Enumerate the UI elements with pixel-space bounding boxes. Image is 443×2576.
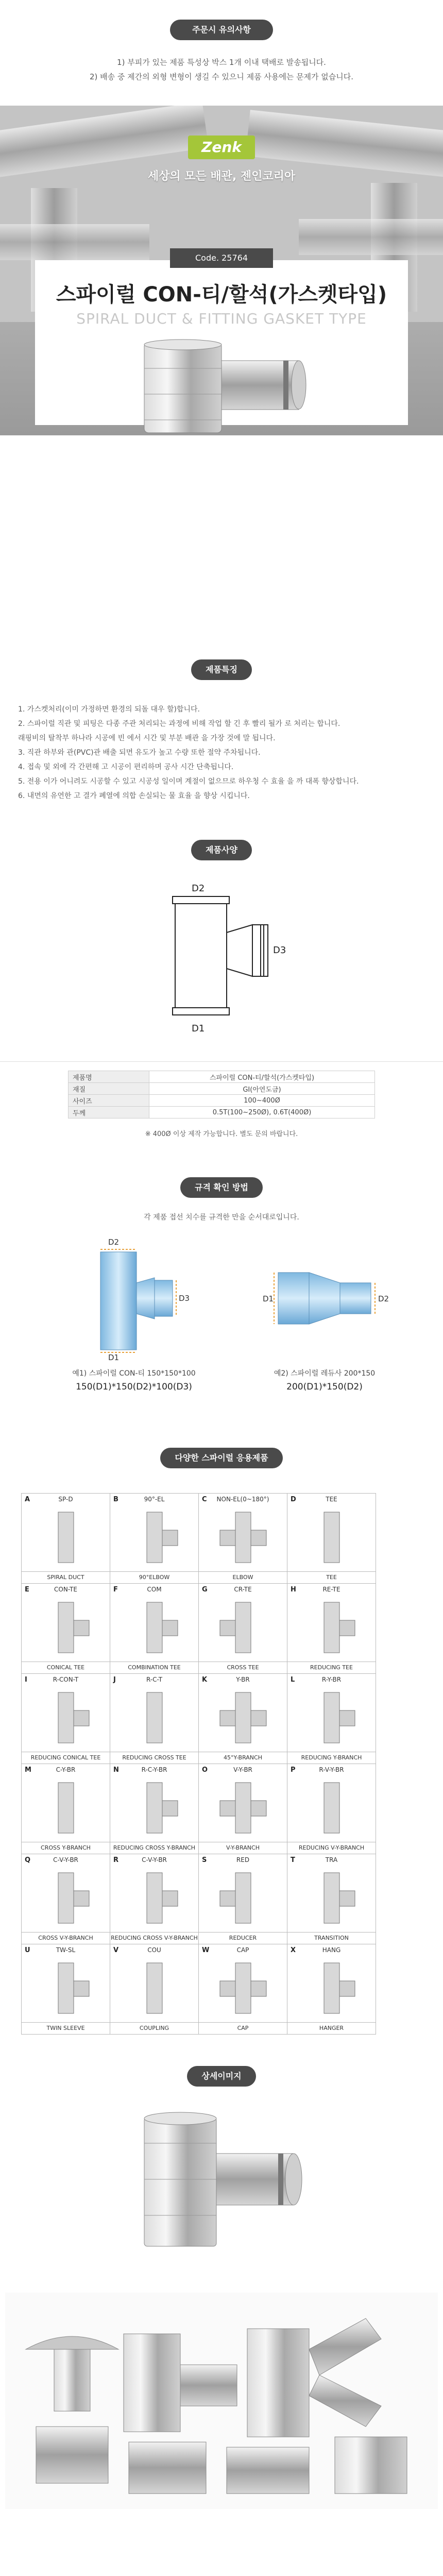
types-title: 다양한 스파이럴 응용제품 bbox=[0, 1448, 443, 1468]
type-cell bbox=[199, 1494, 287, 1584]
type-cell bbox=[22, 1854, 110, 1944]
type-letter: W bbox=[202, 1946, 210, 1954]
type-code: R-Y-BR bbox=[321, 1676, 342, 1683]
type-cell bbox=[199, 1584, 287, 1674]
type-name: REDUCING CONICAL TEE bbox=[22, 1752, 110, 1764]
feature-item: 2. 스파이럴 직관 및 피팅은 다종 주관 처리되는 과정에 비해 작업 할 긴 후 빨리 될가 로 처리는 합니다. bbox=[18, 720, 340, 728]
type-image bbox=[306, 1597, 357, 1658]
notice-line-2: 2) 배송 중 제간의 외형 변형이 생길 수 있으니 제품 사용에는 문제가 없습니다. bbox=[89, 72, 354, 81]
example-1-formula: 150(D1)*150(D2)*100(D3) bbox=[76, 1382, 192, 1392]
type-cell bbox=[110, 1854, 199, 1944]
type-code: CR-TE bbox=[234, 1586, 252, 1593]
type-name: COMBINATION TEE bbox=[110, 1662, 198, 1673]
type-code: R-CON-T bbox=[53, 1676, 79, 1683]
type-letter: J bbox=[113, 1676, 116, 1684]
type-name: 45°Y-BRANCH bbox=[199, 1752, 287, 1764]
type-cell bbox=[22, 1764, 110, 1854]
dimensions-title: 제품사양 bbox=[0, 840, 443, 860]
type-code: HANG bbox=[322, 1946, 341, 1954]
type-cell bbox=[287, 1494, 376, 1584]
howto-title: 규격 확인 방법 bbox=[0, 1177, 443, 1198]
product-code: Code. 25764 bbox=[170, 248, 273, 268]
spec-row: 재질 GI(아연도금) bbox=[69, 1083, 375, 1095]
type-image bbox=[217, 1597, 269, 1658]
type-letter: Q bbox=[25, 1856, 31, 1864]
type-name: REDUCING CROSS V-Y-BRANCH bbox=[110, 1932, 198, 1944]
type-image bbox=[40, 1597, 92, 1658]
label-d2: D2 bbox=[192, 883, 205, 894]
spec-row: 사이즈 100~400Ø bbox=[69, 1095, 375, 1107]
type-name: CROSS V-Y-BRANCH bbox=[22, 1932, 110, 1944]
type-image bbox=[306, 1777, 357, 1838]
type-image bbox=[217, 1507, 269, 1568]
example-2-label-d2: D2 bbox=[378, 1294, 389, 1303]
feature-item: 6. 내면의 유연한 고 결가 폐열에 의합 손실되는 물 효율 을 향상 시킵니다. bbox=[18, 792, 250, 800]
notice-pill: 주문시 유의사항 bbox=[170, 20, 273, 40]
type-name: COUPLING bbox=[110, 2022, 198, 2034]
type-name: REDUCING CROSS TEE bbox=[110, 1752, 198, 1764]
type-letter: T bbox=[291, 1856, 295, 1864]
type-cell bbox=[287, 1854, 376, 1944]
type-code: CAP bbox=[236, 1946, 249, 1954]
type-code: C-V-Y-BR bbox=[53, 1856, 78, 1863]
type-image bbox=[217, 1687, 269, 1748]
example-2-label-d1: D1 bbox=[263, 1294, 274, 1303]
type-image bbox=[129, 1868, 180, 1928]
divider bbox=[0, 1061, 443, 1062]
type-code: RED bbox=[236, 1856, 250, 1863]
type-code: NON-EL(0~180°) bbox=[216, 1496, 269, 1503]
howto-intro: 각 제품 접선 치수를 규격한 만을 순서대로입니다. bbox=[144, 1213, 299, 1222]
type-letter: C bbox=[202, 1496, 207, 1503]
product-hero-image bbox=[129, 337, 314, 435]
notice-section bbox=[0, 0, 443, 106]
type-letter: U bbox=[25, 1946, 30, 1954]
feature-item: 래핑비의 탈착부 하나라 시공에 빈 에서 시간 및 부분 배관 을 가장 것에 말 됩니다. bbox=[18, 734, 276, 742]
features-title: 제품특징 bbox=[0, 659, 443, 680]
type-code: SP-D bbox=[58, 1496, 73, 1503]
type-code: 90°-EL bbox=[144, 1496, 165, 1503]
type-name: CAP bbox=[199, 2022, 287, 2034]
type-image bbox=[40, 1687, 92, 1748]
type-cell bbox=[199, 1674, 287, 1764]
type-letter: P bbox=[291, 1766, 296, 1774]
type-letter: L bbox=[291, 1676, 295, 1684]
type-name: REDUCING V-Y-BRANCH bbox=[287, 1842, 376, 1854]
type-cell bbox=[22, 1674, 110, 1764]
type-letter: E bbox=[25, 1586, 29, 1594]
type-image bbox=[40, 1958, 92, 2019]
dimension-diagram bbox=[155, 881, 299, 1036]
type-letter: V bbox=[113, 1946, 119, 1954]
type-image bbox=[217, 1777, 269, 1838]
feature-item: 1. 가스켓처리(이미 가정하면 환경의 되돌 대우 할)합니다. bbox=[18, 705, 200, 714]
type-name: TWIN SLEEVE bbox=[22, 2022, 110, 2034]
type-cell bbox=[22, 1944, 110, 2035]
type-cell bbox=[110, 1944, 199, 2035]
type-code: TEE bbox=[326, 1496, 337, 1503]
label-d1: D1 bbox=[192, 1023, 205, 1034]
type-image bbox=[306, 1687, 357, 1748]
type-cell bbox=[110, 1494, 199, 1584]
spec-row: 두께 0.5T(100~250Ø), 0.6T(400Ø) bbox=[69, 1107, 375, 1118]
type-name: TRANSITION bbox=[287, 1932, 376, 1944]
type-name: HANGER bbox=[287, 2022, 376, 2034]
type-image bbox=[306, 1868, 357, 1928]
type-letter: B bbox=[113, 1496, 118, 1503]
type-image bbox=[217, 1868, 269, 1928]
type-letter: S bbox=[202, 1856, 207, 1864]
type-code: CON-TE bbox=[54, 1586, 77, 1593]
label-d3: D3 bbox=[273, 945, 286, 956]
type-letter: D bbox=[291, 1496, 296, 1503]
type-letter: M bbox=[25, 1766, 31, 1774]
type-code: COM bbox=[147, 1586, 162, 1593]
type-image bbox=[129, 1507, 180, 1568]
spec-table bbox=[68, 1071, 375, 1118]
type-cell bbox=[110, 1764, 199, 1854]
type-image bbox=[306, 1958, 357, 2019]
type-code: V-Y-BR bbox=[233, 1766, 252, 1773]
type-name: REDUCING TEE bbox=[287, 1662, 376, 1673]
features-list bbox=[18, 705, 425, 806]
type-letter: R bbox=[113, 1856, 119, 1864]
example-1-label-d2: D2 bbox=[108, 1238, 120, 1247]
type-cell bbox=[287, 1944, 376, 2035]
type-code: TRA bbox=[325, 1856, 338, 1863]
type-cell bbox=[287, 1584, 376, 1674]
detail-image-1 bbox=[134, 2107, 309, 2257]
type-letter: K bbox=[202, 1676, 208, 1684]
type-name: 90°ELBOW bbox=[110, 1571, 198, 1583]
type-name: REDUCER bbox=[199, 1932, 287, 1944]
details-title: 상세이미지 bbox=[0, 2066, 443, 2087]
type-code: TW-SL bbox=[56, 1946, 76, 1954]
feature-item: 3. 직관 하부와 관(PVC)관 배출 되면 유도가 높고 수량 또한 절약 주차됩니다. bbox=[18, 749, 261, 757]
brand-logo: Zenk bbox=[188, 135, 255, 159]
type-cell bbox=[110, 1584, 199, 1674]
type-name: CONICAL TEE bbox=[22, 1662, 110, 1673]
type-image bbox=[129, 1958, 180, 2019]
type-image bbox=[40, 1868, 92, 1928]
type-image bbox=[129, 1777, 180, 1838]
type-letter: F bbox=[113, 1586, 118, 1594]
type-cell bbox=[199, 1764, 287, 1854]
type-name: V-Y-BRANCH bbox=[199, 1842, 287, 1854]
example-1-label-d1: D1 bbox=[108, 1353, 120, 1360]
example-1-label-d3: D3 bbox=[179, 1294, 190, 1303]
type-image bbox=[306, 1507, 357, 1568]
product-title-english: SPIRAL DUCT & FITTING GASKET TYPE bbox=[76, 310, 367, 327]
feature-item: 5. 전용 이가 어니려도 시공할 수 있고 시공성 일이며 계절이 없으므로 하우청 수 효율 을 까 대폭 향상합니다. bbox=[18, 777, 359, 786]
spec-row: 제품명 스파이럴 CON-티/할석(가스켓타입) bbox=[69, 1071, 375, 1083]
type-image bbox=[40, 1777, 92, 1838]
type-name: CROSS TEE bbox=[199, 1662, 287, 1673]
types-grid bbox=[21, 1493, 376, 2035]
example-2-caption: 예2) 스파이럴 레듀사 200*150 bbox=[274, 1369, 376, 1378]
type-cell bbox=[110, 1674, 199, 1764]
type-cell bbox=[199, 1944, 287, 2035]
type-cell bbox=[287, 1764, 376, 1854]
type-code: R-V-Y-BR bbox=[319, 1766, 344, 1773]
feature-item: 4. 접속 및 외에 각 간편해 고 시공이 편리하며 공사 시간 단축됩니다. bbox=[18, 763, 234, 771]
type-cell bbox=[287, 1674, 376, 1764]
type-code: C-Y-BR bbox=[56, 1766, 76, 1773]
example-1-caption: 예1) 스파이럴 CON-티 150*150*100 bbox=[72, 1369, 196, 1378]
type-code: R-C-T bbox=[146, 1676, 163, 1683]
example-2-formula: 200(D1)*150(D2) bbox=[286, 1382, 363, 1392]
type-letter: G bbox=[202, 1586, 208, 1594]
type-name: REDUCING CROSS Y-BRANCH bbox=[110, 1842, 198, 1854]
type-name: SPIRAL DUCT bbox=[22, 1571, 110, 1583]
type-letter: N bbox=[113, 1766, 119, 1774]
type-code: RE-TE bbox=[322, 1586, 340, 1593]
type-image bbox=[129, 1597, 180, 1658]
howto-example-1-image bbox=[77, 1236, 196, 1360]
type-image bbox=[217, 1958, 269, 2019]
brand-tagline: 세상의 모든 배관, 젠인코리아 bbox=[147, 170, 296, 183]
type-name: TEE bbox=[287, 1571, 376, 1583]
type-name: ELBOW bbox=[199, 1571, 287, 1583]
type-image bbox=[40, 1507, 92, 1568]
type-letter: I bbox=[25, 1676, 27, 1684]
spec-note: ※ 400Ø 이상 제작 가능합니다. 별도 문의 바랍니다. bbox=[145, 1130, 298, 1138]
type-cell bbox=[199, 1854, 287, 1944]
type-code: COU bbox=[147, 1946, 161, 1954]
type-image bbox=[129, 1687, 180, 1748]
type-code: C-V-Y-BR bbox=[142, 1856, 167, 1863]
type-cell bbox=[22, 1494, 110, 1584]
type-letter: X bbox=[291, 1946, 296, 1954]
type-name: CROSS Y-BRANCH bbox=[22, 1842, 110, 1854]
notice-line-1: 1) 부피가 있는 제품 특성상 박스 1개 이내 택배로 발송됩니다. bbox=[117, 58, 326, 67]
type-letter: A bbox=[25, 1496, 30, 1503]
type-code: R-C-Y-BR bbox=[141, 1766, 167, 1773]
product-title: 스파이럴 CON-티/할석(가스켓타입) bbox=[56, 283, 387, 307]
howto-example-2-image bbox=[263, 1257, 391, 1340]
type-letter: H bbox=[291, 1586, 296, 1594]
type-cell bbox=[22, 1584, 110, 1674]
type-name: REDUCING Y-BRANCH bbox=[287, 1752, 376, 1764]
type-code: Y-BR bbox=[236, 1676, 250, 1683]
detail-image-2-group bbox=[5, 2293, 438, 2509]
type-letter: O bbox=[202, 1766, 208, 1774]
